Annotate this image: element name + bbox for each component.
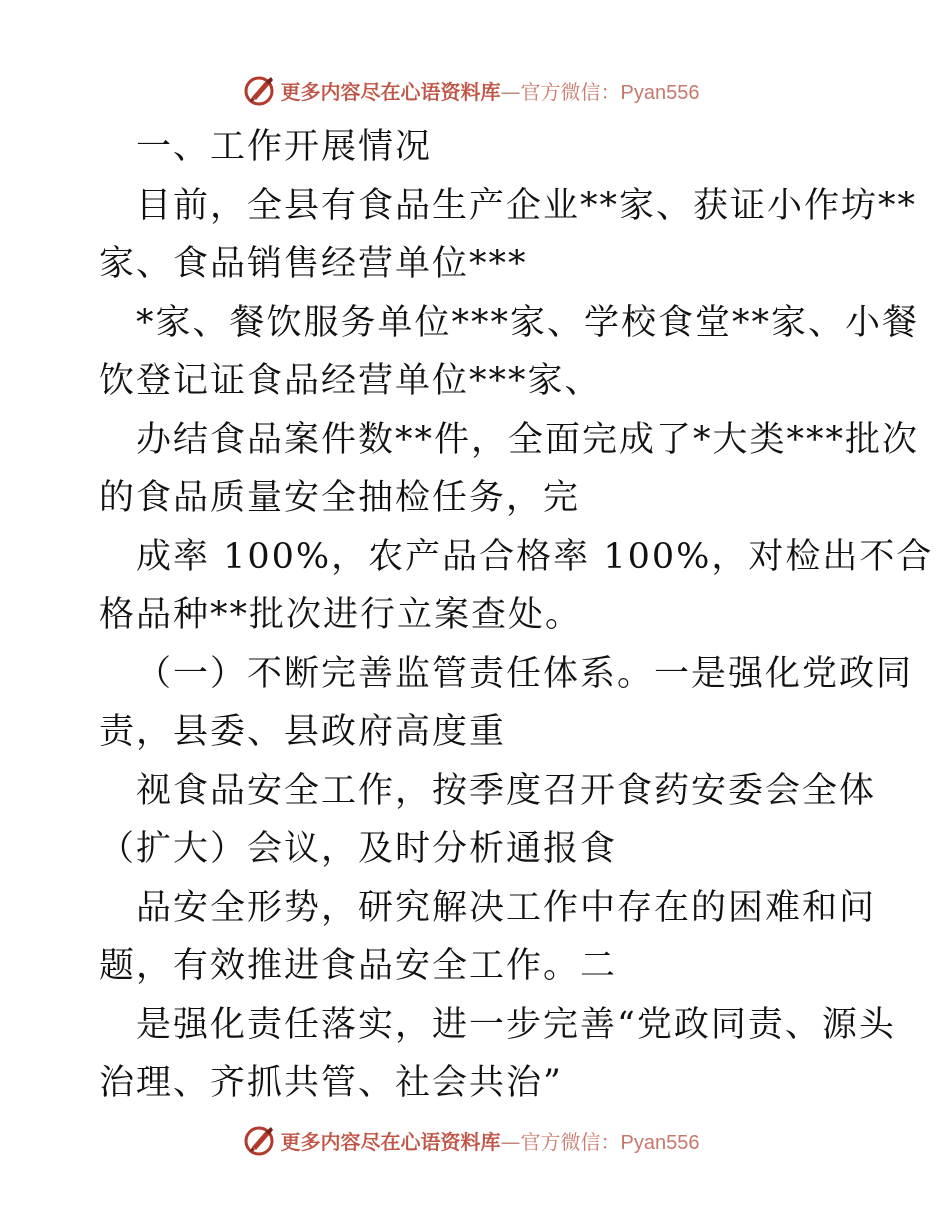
- paragraph-line: 成率 100%，农产品合格率 100%，对检出不合: [136, 536, 934, 577]
- paragraph-line: 治理、齐抓共管、社会共治”: [99, 1063, 563, 1103]
- paragraph-line: 品安全形势，研究解决工作中存在的困难和问: [136, 887, 877, 928]
- paragraph-line: 饮登记证食品经营单位***家、: [99, 361, 602, 401]
- pen-quill-logo-icon: [243, 1123, 277, 1157]
- footer-banner: [0, 1120, 950, 1160]
- paragraph-line: 的食品质量安全抽检任务，完: [99, 478, 581, 518]
- header-banner: [0, 70, 950, 110]
- paragraph-line: 家、食品销售经营单位***: [99, 244, 528, 284]
- paragraph-line: 格品种**批次进行立案查处。: [99, 595, 583, 635]
- section-heading: 一、工作开展情况: [136, 127, 433, 167]
- paragraph-line: （扩大）会议，及时分析通报食: [99, 829, 618, 869]
- banner-slogan: 更多内容尽在心语资料库—官方微信：Pyan556: [280, 1129, 700, 1154]
- banner-slogan: 更多内容尽在心语资料库—官方微信：Pyan556: [280, 79, 700, 104]
- paragraph-line: 题，有效推进食品安全工作。二: [99, 946, 618, 986]
- paragraph-line: *家、餐饮服务单位***家、学校食堂**家、小餐: [136, 302, 920, 343]
- paragraph-line: （一）不断完善监管责任体系。一是强化党政同: [136, 653, 914, 694]
- paragraph-line: 是强化责任落实，进一步完善“党政同责、源头: [136, 1004, 896, 1045]
- paragraph-line: 办结食品案件数**件，全面完成了*大类***批次: [136, 419, 920, 460]
- paragraph-line: 责，县委、县政府高度重: [99, 712, 507, 752]
- paragraph-line: 视食品安全工作，按季度召开食药安委会全体: [136, 770, 877, 811]
- pen-quill-logo-icon: [243, 73, 277, 107]
- paragraph-line: 目前，全县有食品生产企业**家、获证小作坊**: [136, 185, 918, 226]
- document-body: [99, 118, 934, 1113]
